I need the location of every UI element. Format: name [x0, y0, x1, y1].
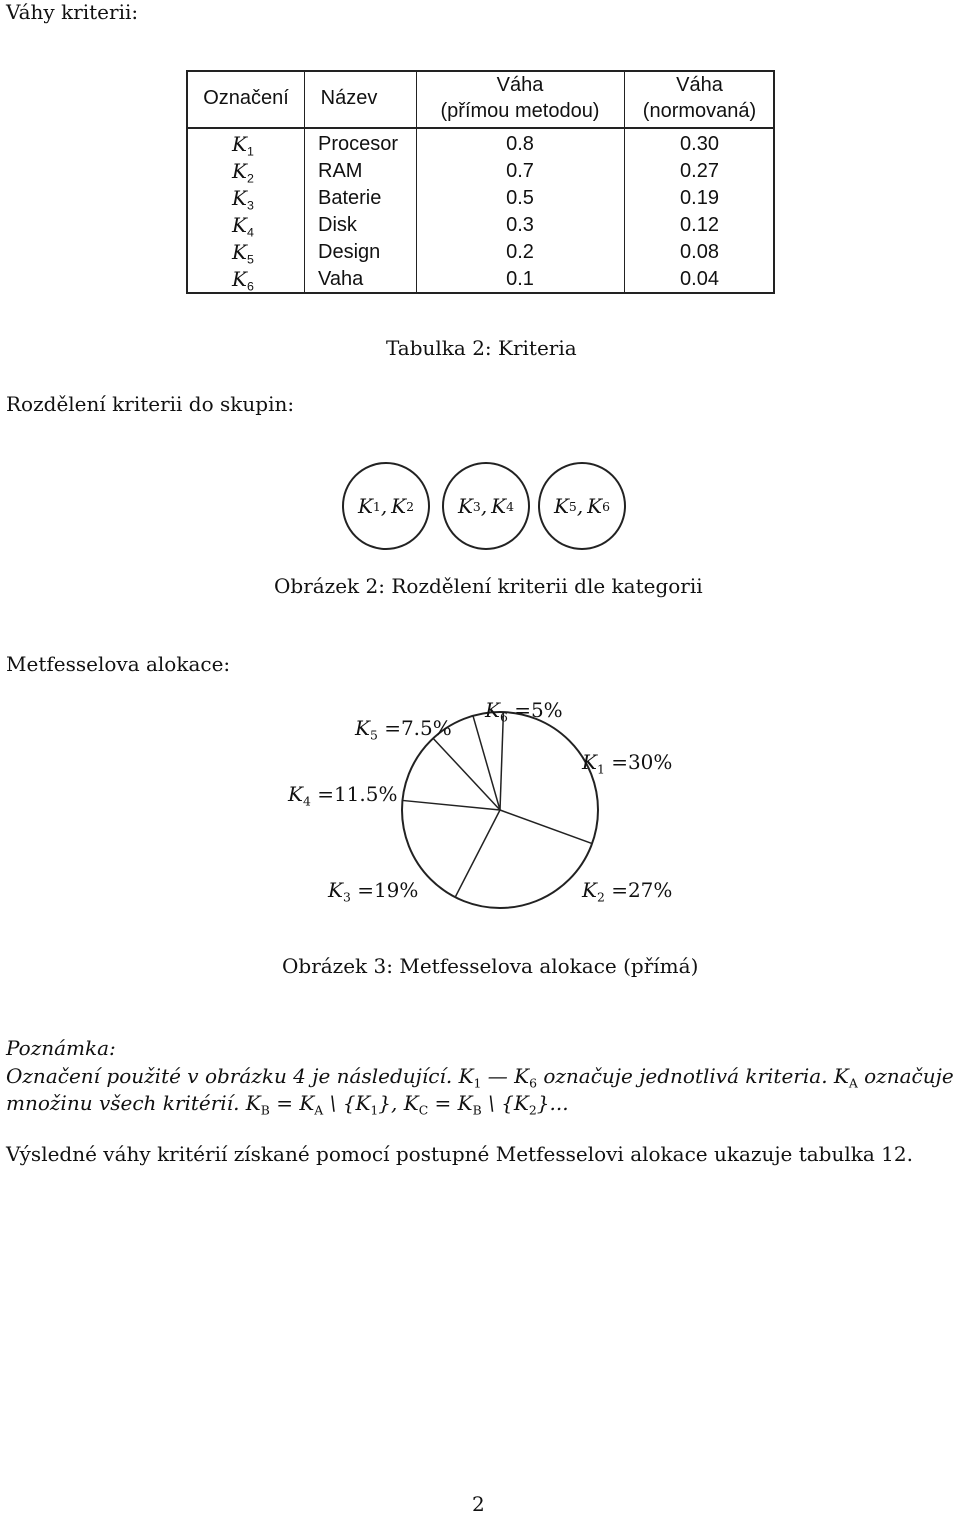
header-direct: Váha (přímou metodou) — [440, 74, 600, 122]
table-cell-name: Vaha — [318, 268, 364, 290]
groups-caption: Obrázek 2: Rozdělení kriterii dle kategorii — [274, 574, 703, 598]
note-title: Poznámka: — [6, 1036, 116, 1060]
header-name: Název — [320, 87, 378, 109]
table-cell-code: $K_1$ — [232, 132, 254, 159]
table-cell-normalized: 0.04 — [680, 268, 719, 290]
table-cell-direct: 0.5 — [506, 187, 534, 209]
group-circle-2: K 3 , K 4 — [442, 462, 530, 550]
table-cell-code: $K_2$ — [232, 159, 254, 186]
pie-label-k3: $K_3 =19\%$ — [328, 878, 419, 905]
pie-caption: Obrázek 3: Metfesselova alokace (přímá) — [282, 954, 699, 978]
weights-table — [186, 70, 775, 294]
pie-label-k5: $K_5 =7.5\%$ — [355, 716, 452, 743]
page-number: 2 — [472, 1492, 485, 1516]
table-cell-direct: 0.3 — [506, 214, 534, 236]
note-line-2: množinu všech kritérií. $K_B = K_A$ \ $\{K_1\}$, $K_C = K_B$ \ $\{K_2\}$... — [6, 1091, 569, 1118]
pie-label-k4: $K_4 =11.5\%$ — [288, 782, 398, 809]
table-cell-direct: 0.1 — [506, 268, 534, 290]
table-cell-code: $K_4$ — [232, 213, 254, 240]
group-circle-3: K 5 , K 6 — [538, 462, 626, 550]
table-cell-name: Disk — [318, 214, 357, 236]
heading-weights: Váhy kriterii: — [6, 0, 139, 24]
header-code: Označení — [203, 87, 289, 109]
table-cell-direct: 0.7 — [506, 160, 534, 182]
group-circle-1: K 1 , K 2 — [342, 462, 430, 550]
pie-label-k1: $K_1 =30\%$ — [582, 750, 673, 777]
heading-groups: Rozdělení kriterii do skupin: — [6, 392, 295, 416]
note-line-1: Označení použité v obrázku 4 je následující. $K_1$ — $K_6$ označuje jednotlivá kriteria. $K_A$ označuje — [6, 1064, 954, 1091]
table-cell-code: $K_5$ — [232, 240, 254, 267]
heading-metfessel: Metfesselova alokace: — [6, 652, 231, 676]
table-cell-normalized: 0.27 — [680, 160, 719, 182]
table-cell-direct: 0.8 — [506, 133, 534, 155]
table-cell-normalized: 0.19 — [680, 187, 719, 209]
table-caption: Tabulka 2: Kriteria — [386, 336, 577, 360]
table-cell-name: RAM — [318, 160, 363, 182]
pie-label-k6: $K_6 =5\%$ — [485, 698, 563, 725]
final-paragraph: Výsledné váhy kritérií získané pomocí postupné Metfesselovi alokace ukazuje tabulka 12. — [6, 1142, 913, 1166]
table-cell-code: $K_3$ — [232, 186, 254, 213]
table-cell-name: Design — [318, 241, 381, 263]
table-cell-normalized: 0.08 — [680, 241, 719, 263]
table-cell-name: Baterie — [318, 187, 382, 209]
table-cell-normalized: 0.12 — [680, 214, 719, 236]
pie-label-k2: $K_2 =27\%$ — [582, 878, 673, 905]
table-cell-direct: 0.2 — [506, 241, 534, 263]
table-cell-normalized: 0.30 — [680, 133, 719, 155]
table-cell-code: $K_6$ — [232, 267, 254, 294]
header-normalized: Váha (normovaná) — [642, 74, 757, 122]
table-cell-name: Procesor — [318, 133, 399, 155]
